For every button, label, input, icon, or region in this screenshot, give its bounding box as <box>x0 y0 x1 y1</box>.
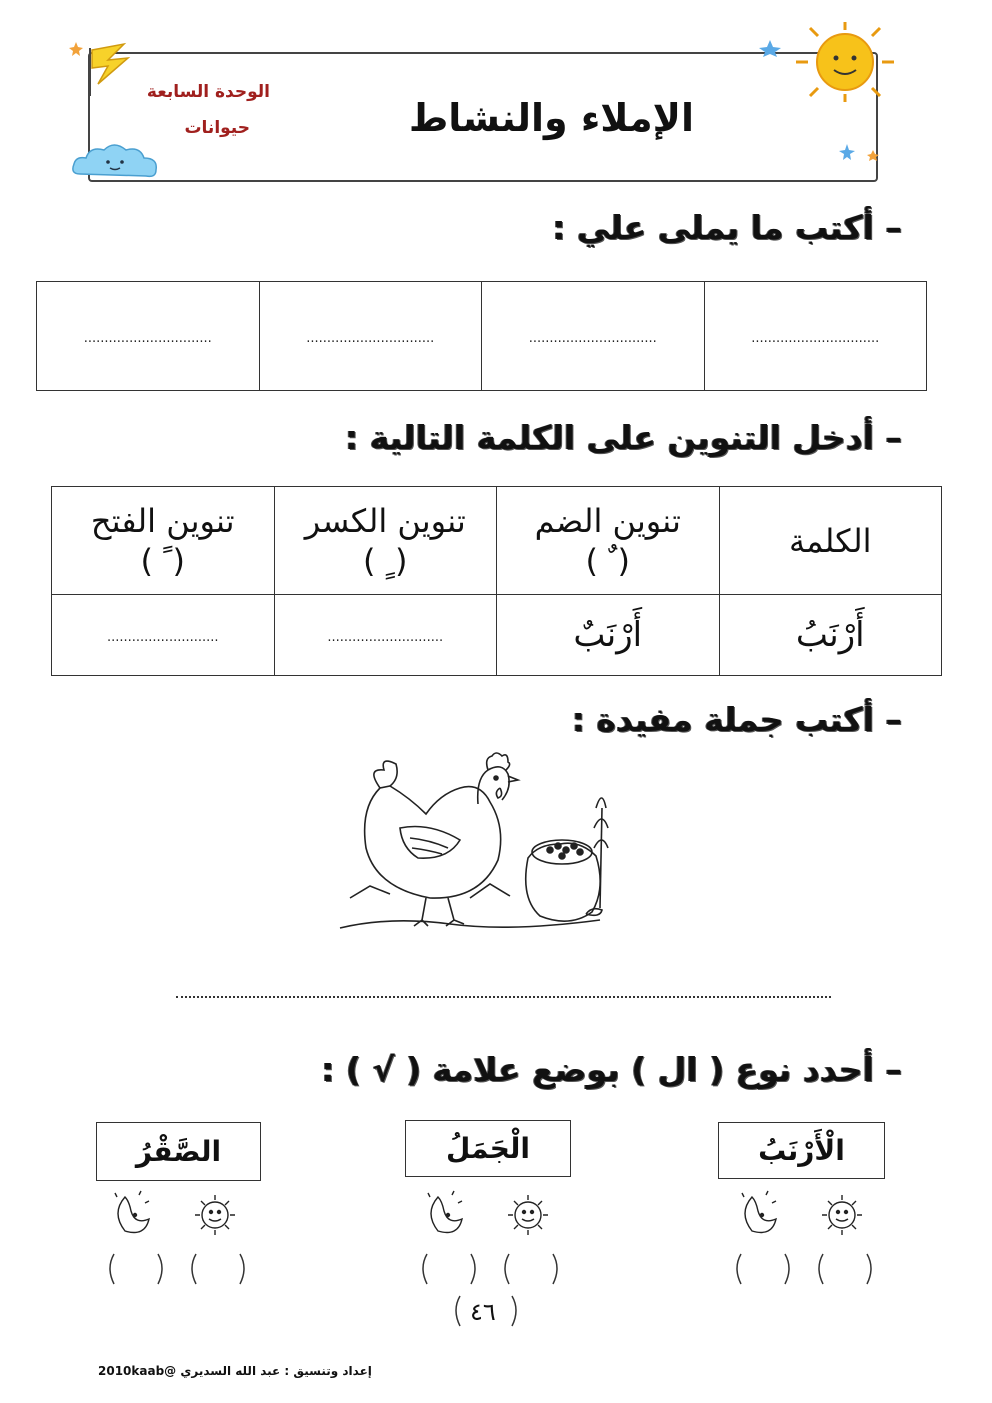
moon-sun-icons-rabbit <box>732 1185 882 1245</box>
word-box-camel: الْجَمَلُ <box>405 1120 571 1177</box>
moon-sun-icons-camel <box>418 1185 568 1245</box>
moon-sun-icons-falcon <box>105 1185 255 1245</box>
word-box-falcon: الصَّقْرُ <box>96 1122 261 1181</box>
dictation-table <box>36 281 927 391</box>
sun-icon <box>790 22 900 102</box>
tanween-damm-answer: أَرْنَبٌ <box>573 615 643 655</box>
moon-icon <box>428 1191 462 1233</box>
dictation-blank[interactable]: ............................... <box>306 330 435 346</box>
dictation-title: – أكتب ما يملى علي : <box>552 208 902 247</box>
unit-subtitle: حيوانات <box>184 118 250 138</box>
tanween-fath-blank[interactable]: ........................... <box>106 629 219 645</box>
sun-icon <box>508 1195 548 1235</box>
header-kasr: تنوين الكسر ( ٍ ) <box>274 487 497 595</box>
tanween-word: أَرْنَبُ <box>795 615 865 655</box>
dictation-blank[interactable]: ............................... <box>751 330 880 346</box>
tanween-title: – أدخل التنوين على الكلمة التالية : <box>345 418 902 457</box>
header-damm: تنوين الضم ( ٌ ) <box>497 487 720 595</box>
al-type-title: – أحدد نوع ( ال ) بوضع علامة ( √ ) : <box>321 1050 902 1089</box>
tanween-kasr-blank[interactable]: ............................ <box>327 629 444 645</box>
sun-icon <box>195 1195 235 1235</box>
moon-icon <box>115 1191 149 1233</box>
answer-brackets-falcon[interactable] <box>100 1250 260 1290</box>
header-word: الكلمة <box>719 487 942 595</box>
tanween-table <box>51 486 942 676</box>
sun-icon <box>822 1195 862 1235</box>
dictation-blank[interactable]: ............................... <box>528 330 657 346</box>
cloud-icon <box>70 140 170 182</box>
lesson-title: الإملاء والنشاط <box>408 96 694 140</box>
dictation-blank[interactable]: ............................... <box>83 330 212 346</box>
sentence-title: – أكتب جملة مفيدة : <box>571 700 902 739</box>
lightning-icon <box>68 38 138 98</box>
unit-title: الوحدة السابعة <box>146 82 270 102</box>
moon-icon <box>742 1191 776 1233</box>
star-icon <box>755 38 785 58</box>
answer-brackets-camel[interactable] <box>413 1250 573 1290</box>
credit-line: إعداد وتنسيق : عبد الله السديري @2010kaab <box>98 1364 372 1378</box>
sentence-answer-line[interactable] <box>176 996 831 998</box>
answer-brackets-rabbit[interactable] <box>727 1250 887 1290</box>
page-number: ٤٦ <box>470 1298 496 1326</box>
hen-illustration <box>330 748 620 948</box>
star-icon <box>835 140 885 170</box>
word-box-rabbit: الْأَرْنَبُ <box>718 1122 885 1179</box>
header-fath: تنوين الفتح ( ً ) <box>52 487 275 595</box>
